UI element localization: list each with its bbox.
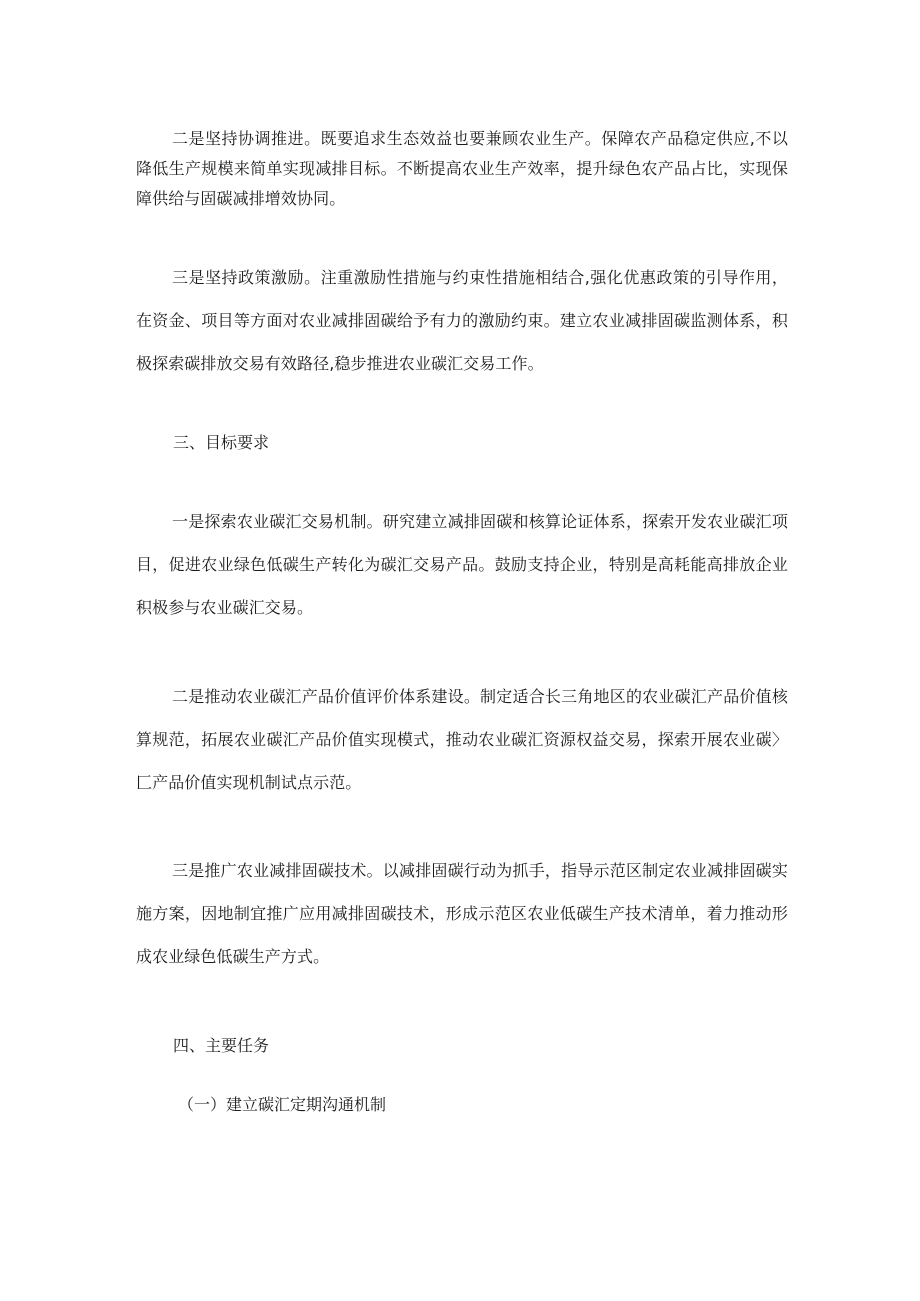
paragraph-emission-reduction-technology: 三是推广农业减排固碳技术。以减排固碳行动为抓手，指导示范区制定农业减排固碳实施方案，因地制宜推广应用减排固碳技术，形成示范区农业低碳生产技术清单，着力推动形成农业绿色低碳生产方式。 <box>136 861 788 966</box>
paragraph-coordinated-promotion: 二是坚持协调推进。既要追求生态效益也要兼顾农业生产。保障农产品稳定供应,不以降低生产规模来简单实现减排目标。不断提高农业生产效率，提升绿色农产品占比，实现保障供给与固碳减排增效协同。 <box>136 129 788 208</box>
paragraph-carbon-trading-mechanism: 一是探索农业碳汇交易机制。研究建立减排固碳和核算论证体系，探索开发农业碳汇项目，促进农业绿色低碳生产转化为碳汇交易产品。鼓励支持企业，特别是高耗能高排放企业积极参与农业碳汇交易。 <box>136 512 788 617</box>
section-heading-targets: 三、目标要求 <box>173 433 270 452</box>
paragraph-policy-incentives: 三是坚持政策激励。注重激励性措施与约束性措施相结合,强化优惠政策的引导作用，在资金、项目等方面对农业减排固碳给予有力的激励约束。建立农业减排固碳监测体系，积极探索碳排放交易有效路径,稳步推进农业碳汇交易工作。 <box>136 268 788 373</box>
paragraph-value-evaluation-system: 二是推动农业碳汇产品价值评价体系建设。制定适合长三角地区的农业碳汇产品价值核算规范，拓展农业碳汇产品价值实现模式，推动农业碳汇资源权益交易，探索开展农业碳〉匚产品价值实现机制试点示范。 <box>136 687 788 792</box>
subheading-communication-mechanism: （一）建立碳汇定期沟通机制 <box>178 1095 387 1114</box>
section-heading-main-tasks: 四、主要任务 <box>173 1036 270 1055</box>
